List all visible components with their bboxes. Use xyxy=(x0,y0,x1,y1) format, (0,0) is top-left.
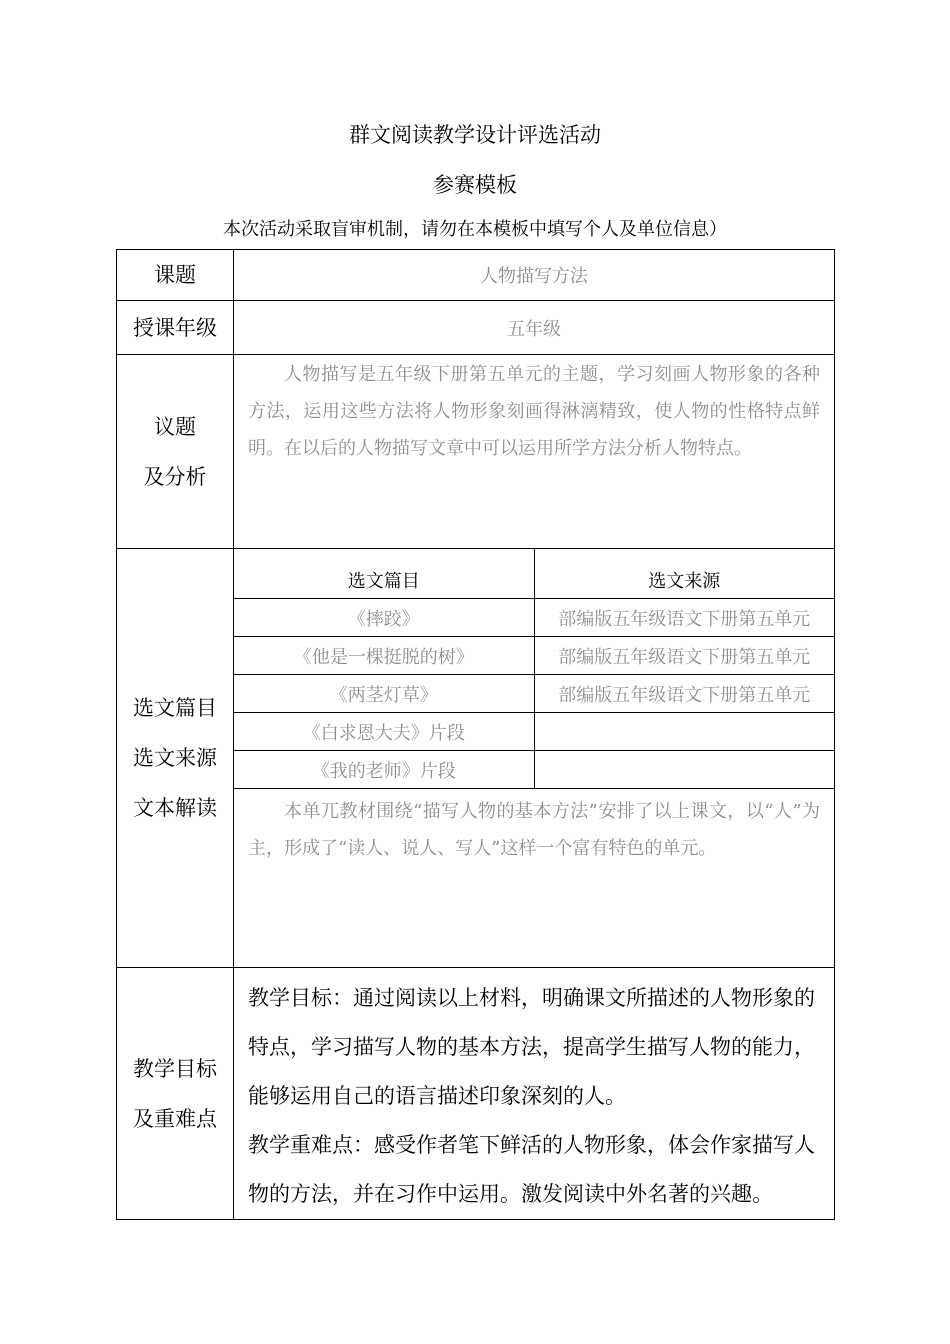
analysis-text: 人物描写是五年级下册第五单元的主题，学习刻画人物形象的各种方法，运用这些方法将人物形象刻画得淋漓精致，使人物的性格特点鲜明。在以后的人物描写文章中可以运用所学方法分析人物特点。 xyxy=(248,364,820,459)
selection-source-cell[interactable] xyxy=(534,751,834,789)
topic-label: 课题 xyxy=(117,250,234,301)
selection-title-cell[interactable]: 《我的老师》片段 xyxy=(234,751,534,789)
selection-title-cell[interactable]: 《白求恩大夫》片段 xyxy=(234,713,534,751)
grade-row xyxy=(117,301,835,355)
table-row xyxy=(234,675,834,713)
interpretation-text[interactable]: 本单兀教材围绕“描写人物的基本方法”安排了以上课文，以“人”为主，形成了“读人、说人、写人”这样一个富有特色的单元。 xyxy=(248,801,820,859)
table-row xyxy=(234,637,834,675)
selection-table-header xyxy=(234,549,834,599)
analysis-label xyxy=(117,355,234,549)
topic-row xyxy=(117,250,835,301)
document-subtitle: 参赛模板 xyxy=(433,173,517,197)
selection-source-cell[interactable] xyxy=(534,713,834,751)
selection-source-cell[interactable]: 部编版五年级语文下册第五单元 xyxy=(534,637,834,675)
selection-table xyxy=(234,549,834,789)
goals-label xyxy=(117,968,234,1220)
key-points xyxy=(234,1121,834,1219)
selection-row xyxy=(117,549,835,968)
table-row xyxy=(234,751,834,789)
table-row xyxy=(234,713,834,751)
analysis-label-line1: 议题 xyxy=(154,414,196,439)
selection-label-line2: 选文来源 xyxy=(133,746,217,770)
selection-label-line1: 选文篇目 xyxy=(133,696,217,720)
selection-label-line3: 文本解读 xyxy=(133,796,217,820)
selection-label xyxy=(117,549,234,968)
key-points-text: 感受作者笔下鲜活的人物形象，体会作家描写人物的方法，并在习作中运用。激发阅读中外名著的兴趣。 xyxy=(248,1133,815,1206)
selection-title-cell[interactable]: 《两茎灯草》 xyxy=(234,675,534,713)
blind-review-notice: 本次活动采取盲审机制，请勿在本模板中填写个人及单位信息） xyxy=(223,219,727,240)
goals-row xyxy=(117,968,835,1220)
analysis-cell[interactable] xyxy=(234,355,835,549)
table-row xyxy=(234,599,834,637)
topic-value[interactable]: 人物描写方法 xyxy=(234,250,835,301)
grade-label: 授课年级 xyxy=(117,301,234,355)
goals-cell[interactable] xyxy=(234,968,835,1220)
selection-source-cell[interactable]: 部编版五年级语文下册第五单元 xyxy=(534,675,834,713)
col-header-source: 选文来源 xyxy=(534,549,834,599)
selection-title-cell[interactable]: 《他是一棵挺脱的树》 xyxy=(234,637,534,675)
selection-title-cell[interactable]: 《摔跤》 xyxy=(234,599,534,637)
selection-cell xyxy=(234,549,835,968)
col-header-title: 选文篇目 xyxy=(234,549,534,599)
key-points-lead: 教学重难点： xyxy=(248,1133,374,1157)
goals-lead: 教学目标： xyxy=(248,986,353,1010)
selection-source-cell[interactable]: 部编版五年级语文下册第五单元 xyxy=(534,599,834,637)
goals-label-line2: 及重难点 xyxy=(133,1106,217,1131)
document-title: 群文阅读教学设计评选活动 xyxy=(349,123,601,147)
goals-text: 通过阅读以上材料，明确课文所描述的人物形象的特点，学习描写人物的基本方法，提高学生描写人物的能力，能够运用自己的语言描述印象深刻的人。 xyxy=(248,986,815,1108)
lesson-plan-table xyxy=(116,249,835,1220)
analysis-label-line2: 及分析 xyxy=(143,464,207,489)
goals-label-line1: 教学目标 xyxy=(133,1056,217,1081)
grade-value[interactable]: 五年级 xyxy=(234,301,835,355)
analysis-row xyxy=(117,355,835,549)
teaching-goals xyxy=(234,968,834,1121)
